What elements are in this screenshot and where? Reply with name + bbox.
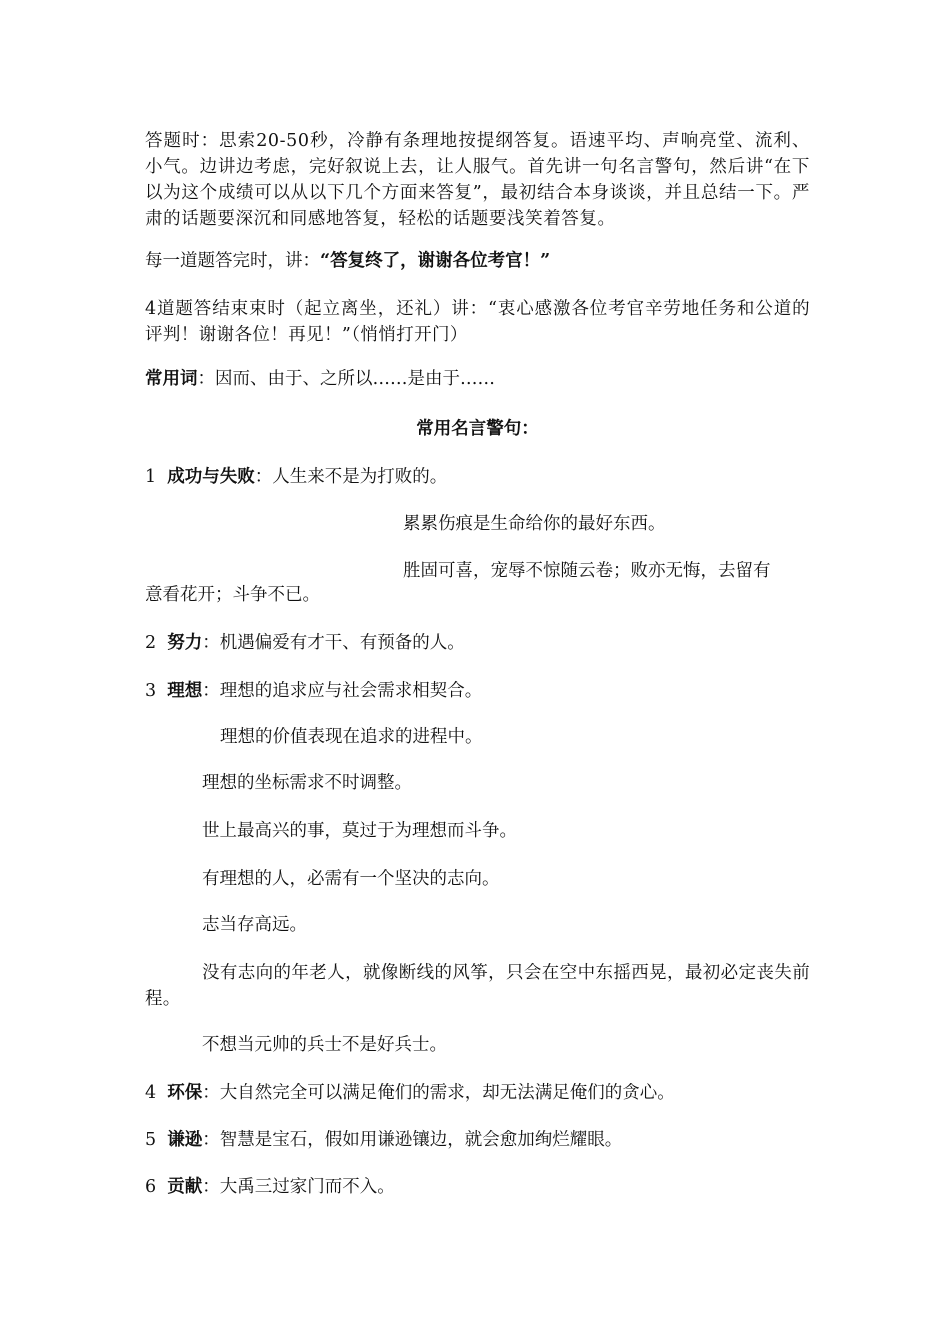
section-title: 理想 bbox=[167, 681, 203, 701]
each-answer-prefix: 每一道题答完时，讲： bbox=[145, 251, 320, 271]
section-5-line bbox=[145, 1127, 810, 1153]
section-1-quote: 累累伤痕是生命给你的最好东西。 bbox=[403, 514, 666, 534]
section-1-quote: 意看花开；斗争不已。 bbox=[145, 585, 320, 605]
section-1-quote: 胜固可喜，宠辱不惊随云卷；败亦无悔，去留有 bbox=[403, 561, 771, 581]
section-3-quote: 有理想的人，必需有一个坚决的志向。 bbox=[202, 869, 500, 889]
common-words-paragraph bbox=[145, 366, 810, 392]
section-title: 努力 bbox=[167, 633, 203, 653]
section-text: ：大自然完全可以满足俺们的需求，却无法满足俺们的贪心。 bbox=[202, 1083, 675, 1103]
section-title: 贡献 bbox=[167, 1177, 203, 1197]
section-title: 成功与失败 bbox=[167, 467, 255, 487]
section-4-line bbox=[145, 1080, 810, 1106]
section-text: ：机遇偏爱有才干、有预备的人。 bbox=[202, 633, 465, 653]
section-3-quote: 理想的坐标需求不时调整。 bbox=[202, 773, 412, 793]
section-6-line bbox=[145, 1174, 810, 1200]
common-words-text: ：因而、由于、之所以……是由于…… bbox=[197, 369, 495, 389]
section-text: ：理想的追求应与社会需求相契合。 bbox=[202, 681, 483, 701]
section-number: 2 bbox=[145, 633, 157, 653]
section-3-line bbox=[145, 678, 810, 704]
each-answer-quote: “答复终了，谢谢各位考官！” bbox=[320, 251, 551, 271]
section-3-quote: 世上最高兴的事，莫过于为理想而斗争。 bbox=[202, 821, 517, 841]
section-number: 3 bbox=[145, 681, 157, 701]
section-1-line bbox=[145, 464, 810, 490]
section-number: 1 bbox=[145, 467, 157, 487]
section-3-quote: 没有志向的年老人，就像断线的风筝，只会在空中东摇西晃，最初必定丧失前程。 bbox=[145, 963, 810, 1009]
section-number: 5 bbox=[145, 1130, 157, 1150]
common-words-label: 常用词 bbox=[145, 369, 198, 389]
section-text: ：智慧是宝石，假如用谦逊镶边，就会愈加绚烂耀眼。 bbox=[202, 1130, 623, 1150]
section-text: ：人生来不是为打败的。 bbox=[254, 467, 448, 487]
section-title: 环保 bbox=[167, 1083, 203, 1103]
section-number: 4 bbox=[145, 1083, 157, 1103]
section-title: 谦逊 bbox=[167, 1130, 203, 1150]
section-3-quote: 不想当元帅的兵士不是好兵士。 bbox=[202, 1035, 447, 1055]
each-answer-paragraph bbox=[145, 248, 810, 274]
section-text: ：大禹三过家门而不入。 bbox=[202, 1177, 395, 1197]
quotes-heading: 常用名言警句： bbox=[416, 419, 539, 439]
section-number: 6 bbox=[145, 1177, 157, 1197]
intro-paragraph: 答题时：思索20-50秒，冷静有条理地按提纲答复。语速平均、声响亮堂、流利、小气。边讲边考虑，完好叙说上去，让人服气。首先讲一句名言警句，然后讲“在下以为这个成绩可以从以下几个方面来答复”，最初结合本身谈谈，并且总结一下。严肃的话题要深沉和同感地答复，轻松的话题要浅笑着答复。 bbox=[145, 131, 810, 229]
section-3-quote: 志当存高远。 bbox=[202, 915, 307, 935]
section-3-quote: 理想的价值表现在追求的进程中。 bbox=[220, 727, 483, 747]
finish-paragraph: 4道题答结束束时（起立离坐，还礼）讲：“衷心感激各位考官辛劳地任务和公道的评判！谢谢各位！再见！”（悄悄打开门） bbox=[145, 299, 810, 345]
section-2-line bbox=[145, 630, 810, 656]
